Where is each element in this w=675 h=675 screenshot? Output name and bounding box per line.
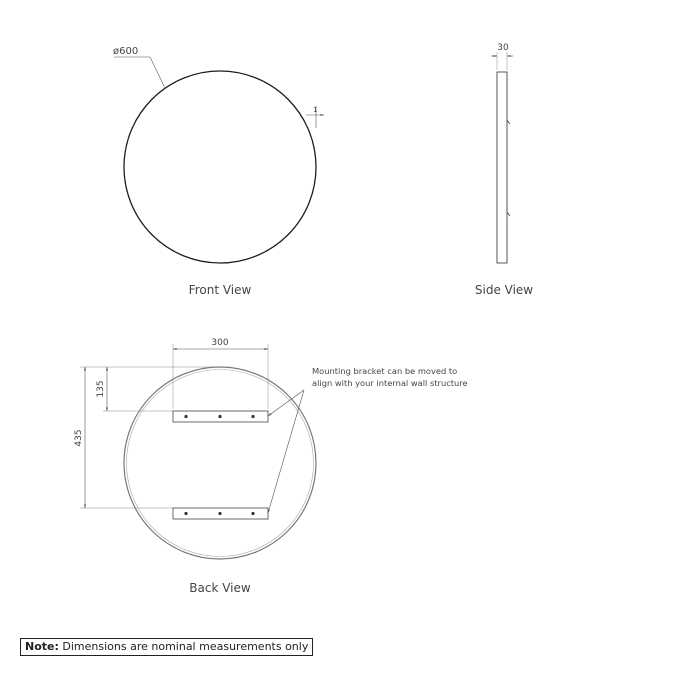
mirror-back-outer <box>124 367 316 559</box>
frame-thickness-label: 1 <box>313 106 318 114</box>
note-label: Note: <box>25 640 59 653</box>
lower-bracket-hole-center <box>218 512 221 515</box>
mirror-back-inner <box>127 370 314 557</box>
side-bracket-upper <box>507 120 510 124</box>
depth-label: 30 <box>497 43 509 53</box>
front-view-title: Front View <box>188 283 252 297</box>
annotation-leader-lower <box>268 390 304 513</box>
upper-bracket <box>173 411 268 422</box>
upper-bracket-hole-right <box>251 415 254 418</box>
annotation-line-2: align with your internal wall structure <box>312 378 468 388</box>
note-box <box>20 638 313 656</box>
note-text: Dimensions are nominal measurements only <box>62 640 309 653</box>
side-bracket-lower <box>507 212 510 216</box>
annotation-line-1: Mounting bracket can be moved to <box>312 366 458 376</box>
upper-bracket-hole-center <box>218 415 221 418</box>
top-offset-label: 135 <box>96 380 106 398</box>
mirror-front-outline <box>124 71 316 263</box>
lower-bracket-hole-right <box>251 512 254 515</box>
side-view-title: Side View <box>474 283 534 297</box>
front-view <box>113 46 324 297</box>
side-view <box>475 43 533 297</box>
lower-bracket <box>173 508 268 519</box>
diameter-label: ø600 <box>113 46 139 57</box>
upper-bracket-hole-left <box>184 415 187 418</box>
back-view-title: Back View <box>189 581 251 595</box>
diameter-leader-line <box>114 57 165 88</box>
mirror-side-profile <box>497 72 507 263</box>
total-height-label: 435 <box>74 429 84 447</box>
bracket-width-label: 300 <box>211 338 229 348</box>
back-view <box>74 338 468 595</box>
lower-bracket-hole-left <box>184 512 187 515</box>
